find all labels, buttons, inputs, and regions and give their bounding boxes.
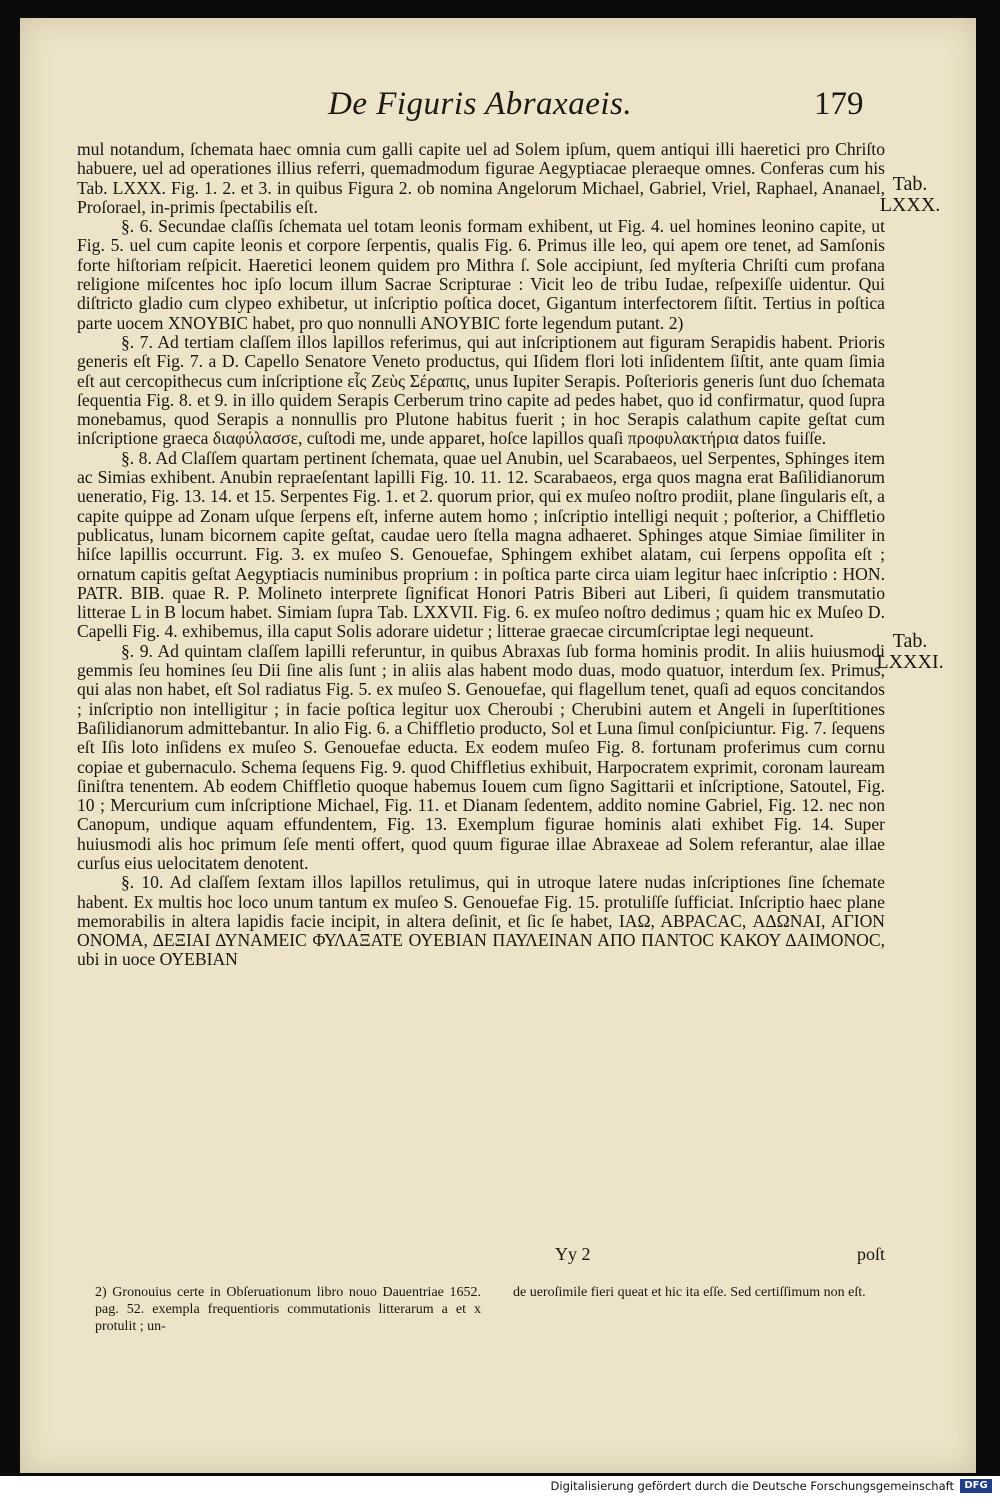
margin-note-number: LXXXI. [876, 651, 944, 673]
paragraph-section-7: §. 7. Ad tertiam claſſem illos lapillos referimus, qui aut inſcriptionem aut figuram Serapidis habent. Prioris generis eſt Fig. 7. a D. Capello Senatore Veneto productus, qui Iſidem flori loti inſidentem ſiſtit, ante quam ſimia eſt aut cercopithecus cum inſcriptione εἷς Ζεὺς Σέραπις, unus Iupiter Serapis. Poſterioris generis ſunt duo ſchemata ſequentia Fig. 8. et 9. in illo quidem Serapis Cerberum trino capite ad pedes habet, quo id confirmatur, quod ſupra monebamus, quod Serapis a nonnullis pro Plutone habitus fuerit ; in hoc Serapis calathum capite geſtat cum inſcriptione graeca διαφύλασσε, cuſtodi me, unde apparet, hoſce lapillos quaſi προφυλακτήρια datos fuiſſe. [77, 331, 885, 449]
funding-note: Digitalisierung gefördert durch die Deutsche Forschungsgemeinschaft [550, 1479, 954, 1493]
running-title: De Figuris Abraxaeis. [328, 86, 633, 122]
margin-note-label: Tab. [892, 173, 928, 195]
footnote-left-column: 2) Gronouius certe in Obſeruationum libro nouo Dauentriae 1652. pag. 52. exempla frequentioris commutationis litterarum a et x protulit ; un- [95, 1285, 481, 1334]
page-number: 179 [814, 86, 864, 122]
margin-note-tab-lxxxi [860, 631, 960, 673]
digitization-footer [0, 1476, 1000, 1497]
margin-note-number: LXXX. [879, 194, 941, 216]
signature-line [77, 1244, 885, 1266]
paragraph-section-6: §. 6. Secundae claſſis ſchemata uel totam leonis formam exhibent, ut Fig. 4. uel homines leonino capite, ut Fig. 5. uel cum capite leonis et corpore ſerpentis, qualis Fig. 6. Primus ille leo, qui apem ore tenet, ad Samſonis forte hiſtoriam reſpicit. Haeretici leonem quidem pro Mithra ſ. Sole accipiunt, ſed myſteria Chriſti cum profana religione miſcentes hoc ipſo locum illum Sacrae Scripturae : Vicit leo de tribu Iudae, reſpexiſſe uidentur. Qui diſtricto gladio cum clypeo exhibetur, ut inſcriptio poſtica docet, Gigantum interfectorem ſiſtit. Tertius in poſtica parte uocem XNOYBIC habet, pro quo nonnulli ANOYBIC forte legendum putant. 2) [77, 216, 885, 333]
running-head [20, 86, 976, 136]
body-text [77, 140, 885, 970]
margin-note-tab-lxxx [860, 174, 960, 216]
catchword: poſt [856, 1244, 885, 1264]
footnote-right-column: de ueroſimile fieri queat et hic ita eſſe. Sed certiſſimum non eſt. [513, 1285, 866, 1300]
paragraph-intro: mul notandum, ſchemata haec omnia cum galli capite uel ad Solem ipſum, quem antiqui illi haeretici pro Chriſto habuere, uel ad operationes illius referri, quemadmodum figurae Aegyptiacae pleraeque omnes. Conferas cum his Tab. LXXX. Fig. 1. 2. et 3. in quibus Figura 2. ob nomina Angelorum Michael, Gabriel, Vriel, Raphael, Ananael, Proſorael, in-primis ſpectabilis eſt. [77, 139, 885, 217]
paragraph-section-10: §. 10. Ad claſſem ſextam illos lapillos retulimus, qui in utroque latere nudas inſcriptiones ſine ſchemate habent. Ex multis hoc loco unum tantum ex muſeo S. Genouefae Fig. 15. protuliſſe ſufficiat. Inſcriptio haec plane memorabilis in altera lapidis facie incipit, in altera deſinit, et ſic ſe habet, ΙΑΩ, ΑΒΡΑCΑC, ΑΔΩΝΑΙ, ΑΓΙΟΝ ΟΝΟΜΑ, ΔΕΞΙΑΙ ΔΥΝΑΜΕΙC ΦΥΛΑΞΑΤΕ ΟΥΕΒΙΑΝ ΠΑΥΛΕΙΝΑΝ ΑΠΟ ΠΑΝΤΟC ΚΑΚΟΥ ΔΑΙΜΟΝΟC, ubi in uoce ΟΥΕΒΙΑΝ [77, 872, 885, 970]
signature-mark: Yy 2 [555, 1244, 591, 1264]
book-page [20, 18, 976, 1473]
paragraph-section-9: §. 9. Ad quintam claſſem lapilli referuntur, in quibus Abraxas ſub forma hominis prodit. In aliis huiusmodi gemmis ſeu homines ſeu Dii ſine alis ſunt ; in aliis alas habent modo duas, modo quatuor, interdum ſex. Primus, qui alas non habet, eſt Sol radiatus Fig. 5. ex muſeo S. Genouefae, qui flagellum tenet, quaſi ad equos concitandos ; inſcriptio non intelligitur ; in facie poſtica legitur uox Cheroubi ; Cherubini autem et Angeli in ſuperſtitiones Baſilidianorum admittebantur. In alio Fig. 6. a Chiffletio producto, Sol et Luna ſimul conſpiciuntur. Fig. 7. ſequens eſt Iſis loto inſidens ex muſeo S. Genouefae educta. Ex eodem muſeo Fig. 8. fortunam proferimus cum cornu copiae et gubernaculo. Schema ſequens Fig. 9. quod Chiffletius exhibuit, Harpocratem exprimit, coronam lauream ſiniſtra tenentem. Ab eodem Chiffletio quoque habemus Iouem cum ſigno Sagittarii et inſcriptione, Satoutel, Fig. 10 ; Mercurium cum inſcriptione Michael, Fig. 11. et Dianam ſedentem, addito nomine Gabriel, Fig. 12. nec non Canopum, undique aquam effundentem, Fig. 13. Exemplum figurae hominis alati exhibet Fig. 14. Super huiusmodi alis hoc primum ſeſe menti offert, quod quum figurae illae Abraxeae ad Solem referantur, alae illae curſus eius uelocitatem denotent. [77, 640, 885, 873]
dfg-logo: DFG [960, 1479, 992, 1493]
margin-note-label: Tab. [892, 630, 928, 652]
paragraph-section-8: §. 8. Ad Claſſem quartam pertinent ſchemata, quae uel Anubin, uel Scarabaeos, uel Serpentes, Sphinges item ac Simias exhibent. Anubin repraeſentant lapilli Fig. 10. 11. 12. Scarabaeos, erga quos magna erat Baſilidianorum ueneratio, Fig. 13. 14. et 15. Serpentes Fig. 1. et 2. quorum prior, qui ex muſeo noſtro prodiit, plane ſingularis eſt, a capite quippe ad Zonam uſque ſerpens eſt, inferne autem homo ; inſcriptio intelligi nequit ; poſterior, a Chiffletio publicatus, lunam bicornem capite geſtat, caudae uero ſtella magna adhaeret. Sphinges atque Simiae ſimiliter in hiſce lapillis occurrunt. Fig. 3. ex muſeo S. Genouefae, Sphingem exhibet alatam, cui ſerpens oppoſita eſt ; ornatum capitis geſtat Aegyptiacis numinibus proprium : in poſtica parte circa uiam legitur haec inſcriptio : HON. PATR. BIB. quae R. P. Molineto interprete ſignificat Honori Patris Biberi aut Liberi, ſi quidem transmutatio litterae L in B locum habet. Simiam ſupra Tab. LXXVII. Fig. 6. ex muſeo noſtro dedimus ; quam hic ex Muſeo D. Capelli Fig. 4. exhibemus, illa caput Solis adorare uidetur ; litterae graecae circumſcriptae legi nequeunt. [77, 447, 885, 642]
